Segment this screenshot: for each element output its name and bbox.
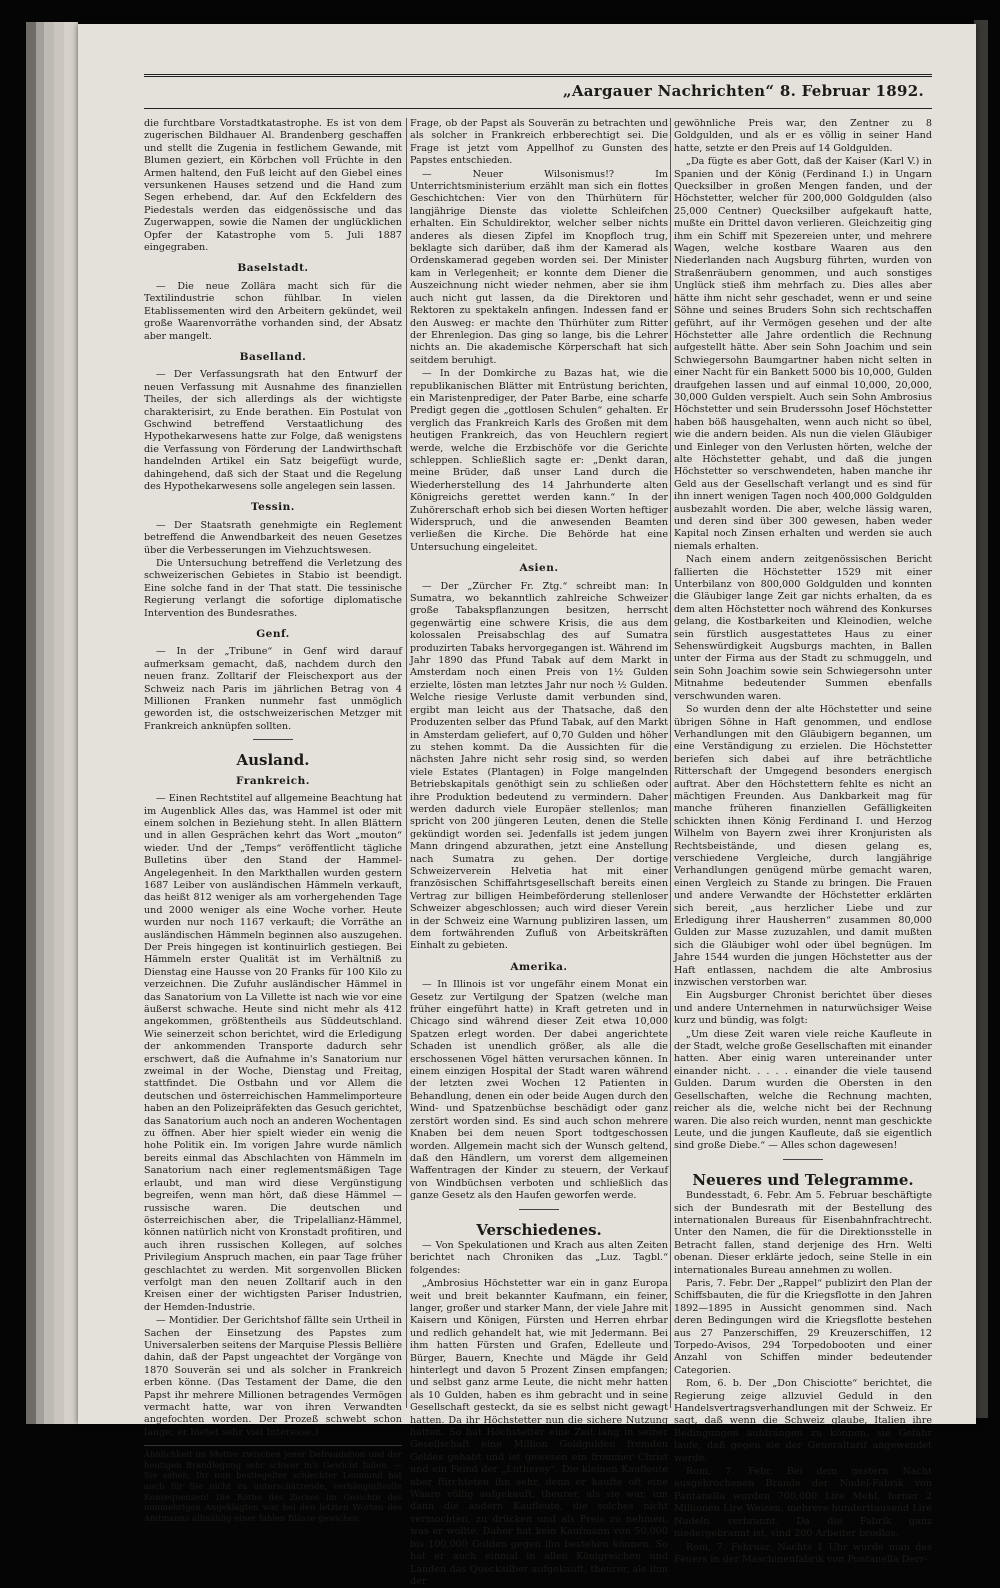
paragraph: Ein Augsburger Chronist berichtet über dieses und andere Unternehmen in naturwüchsiger Weise kurz und bündig, was folgt: [674, 990, 932, 1027]
paragraph: — Einen Rechtstitel auf allgemeine Beachtung hat im Augenblick Alles das, was Hammel ist oder mit einem solchen in Beziehung steht. In allen Blättern und in allen Gesprächen kehrt das Wort „mouton“ wieder. Und der „Temps“ veröffentlicht tägliche Bulletins über den Stand der Hammel-Angelegenheit. In den Markthallen wurden gestern 1687 Leiber von ausländischen Hämmeln verkauft, das heißt 812 weniger als am vorhergehenden Tage und 2000 weniger als eine Woche vorher. Heute wurden nur noch 1167 verkauft; die Vorräthe an ausländischen Hämmeln beginnen also auszugehen. Der Preis hingegen ist kontinuirlich gestiegen. Bei Hämmeln erster Qualität ist im Verhältniß zu Dienstag eine Hausse von 20 Franks für 100 Kilo zu verzeichnen. Die Zufuhr ausländischer Hämmel in das Sanatorium von La Villette ist nach wie vor eine äußerst schwache. Heute sind nicht mehr als 412 angekommen, größtentheils aus Süddeutschland. Wie seinerzeit schon berichtet, wird die Erledigung der ankommenden Transporte dadurch sehr erschwert, daß die Aufnahme in's Sanatorium nur zweimal in der Woche, Dienstag und Freitag, stattfindet. Die Ostbahn und vor Allem die deutschen und österreichischen Hammelimporteure haben an den Polizeipräfekten das Gesuch gerichtet, das Sanatorium auch noch an anderen Wochentagen zu öffnen. Aber hier spielt wieder ein wenig die hohe Politik ein. Im vorigen Jahre wurde nämlich bereits einmal das Abschlachten von Hämmeln im Sanatorium nach einer reglementsmäßigen Tage erlaubt, und man wird diese Vergünstigung begreifen, wenn man hört, daß diese Hämmel — russische waren. Die deutschen und österreichischen aber, die Tripelallianz-Hämmel, können natürlich nicht von Kronstadt profitiren, und auch ihren russischen Kollegen, auf solches Privilegium Anspruch machen, ein paar Tage früher geschlachtet zu werden. Mit sorgenvollen Blicken verfolgt man den neuen Zolltarif auch in den Kreisen einer der wichtigsten Pariser Industrien, der Hemden-Industrie. [144, 793, 402, 1313]
page-edge [36, 22, 44, 1424]
major-heading: Verschiedenes. [476, 1220, 602, 1239]
header-rule [144, 108, 932, 109]
page-content [144, 74, 932, 1587]
paragraph: Paris, 7. Febr. Der „Rappel“ publizirt den Plan der Schiffsbauten, die für die Kriegsflotte in den Jahren 1892—1895 in Aussicht genommen sind. Nach deren Bedingungen wird die Kriegsflotte bestehen aus 27 Panzerschiffen, 29 Kreuzerschiffen, 12 Torpedo-Avisos, 294 Torpedobooten und einer Anzahl von Schiffen minder bedeutender Categorien. [674, 1277, 932, 1376]
paragraph: Bundesstadt, 6. Febr. Am 5. Februar beschäftigte sich der Bundesrath mit der Bestellung des internationalen Bureaus für Eisenbahnfrachtrecht. Unter den Namen, die für die Direktionsstelle in Betracht fallen, stand derjenige des Hrn. Welti obenan. Dieser erklärte jedoch, seine Stelle in ein internationales Bureau annehmen zu wollen. [674, 1190, 932, 1276]
paragraph: „Um diese Zeit waren viele reiche Kaufleute in der Stadt, welche große Gesellschaften mit einander hatten. Aber einig waren untereinander unter einander nicht. . . . . einander die viele tausend Gulden. Darum wurden die Obersten in den Gesellschaften, welche die Rechnung machten, reicher als die, welche nicht bei der Rechnung waren. Die also reich wurden, nennt man geschickte Leute, und die jungen Kaufleute, daß sie eigentlich sind große Diebe.“ — Alles schon dagewesen! [674, 1028, 932, 1152]
column-divider [670, 118, 671, 1408]
section-heading: Baselland. [239, 350, 307, 363]
newspaper-page [78, 24, 976, 1587]
separator [253, 739, 293, 740]
page-edge [54, 22, 64, 1424]
paragraph: Nach einem andern zeitgenössischen Bericht fallierten die Höchstetter 1529 mit einer Unterbilanz von 800,000 Goldgulden und konnten die Gläubiger lange Zeit gar nichts erhalten, da es dem alten Höchstetter noch während des Konkurses gelang, die Kostbarkeiten und Kleinodien, welche sein fürstlich ausgestattetes Haus zu einer Sehenswürdigkeit Augsburgs machten, in Ballen unter der Firma aus der Stadt zu schmuggeln, und sein Sohn Joachim sowie sein Schwiegersohn unter Mitnahme bedeutender Summen ebenfalls verschwunden waren. [674, 554, 932, 702]
paragraph: „Ambrosius Höchstetter war ein in ganz Europa weit und breit bekannter Kaufmann, ein feiner, langer, großer und starker Mann, der viele Jahre mit Kaisern und Königen, Fürsten und Herren ehrbar und redlich gehandelt hat, wie mit Jedermann. Bei ihm hatten Fürsten und Grafen, Edelleute und Bürger, Bauern, Knechte und Mägde ihr Geld hinterlegt und davon 5 Prozent Zinsen empfangen; und selbst ganz arme Leute, die nicht mehr hatten als 10 Gulden, haben es ihm gebracht und in seine Gesellschaft gesteckt, da sie es selbst nicht gewagt hatten. Da ihr Höchstetter nun die sichere Nutzung hatten. So hat Höchstetter eine Zeit lang in seiner Gesellschaft eine Million Goldgulden fremden Geldes gehabt und ist gewesen ein frommer Christ und ein Feind der „Lutherey“. Die kleinen Kaufleute aber fürchteten ihn sehr, denn er kaufte oft eine Waare völlig aufgekauft, theurer, als sie war, um dann die andern Kaufleute, die solches nicht vermochten, zu drücken und als Preis zu nehmen, was er wollte. Daher hat kein Kaufmann von 50,000 bis 100,000 Gulden gegen ihn bestehen können. So hat er auch einmal in allen Königreichen und Landen das Quecksilber aufgekauft, theurer, als ihm der [410, 1278, 668, 1587]
separator [783, 1159, 823, 1160]
page-edge [44, 22, 54, 1424]
section-heading: Asien. [519, 562, 559, 575]
paragraph: „Da fügte es aber Gott, daß der Kaiser (Karl V.) in Spanien und der König (Ferdinand I.) in Ungarn Quecksilber in großen Mengen fanden, und der Höchstetter, welcher für 200,000 Goldgulden (also 25,000 Centner) Quecksilber aufgekauft hatte, mußte ein Drittel davon verlieren. Gleichzeitig ging ihm ein Schiff mit Spezereien unter, und mehrere Wagen, welche kostbare Waaren aus den Niederlanden nach Augsburg führten, wurden von Straßenräubern genommen, und auch sonstiges Unglück stieß ihm mehrfach zu. Dies alles aber hätte ihm nicht sehr geschadet, wenn er und seine Söhne und seines Bruders Sohn sich rechtschaffen geführt, auf ihr Vermögen gesehen und der alte Höchstetter alle Jahre ordentlich die Rechnung aufgestellt hätte. Aber sein Sohn Joachim und sein Schwiegersohn Baumgartner haben nicht selten in einer Nacht für ein Bankett 5000 bis 10,000, Gulden draufgehen lassen und auf einmal 10,000, 20,000, 30,000 Gulden verspielt. Auch sein Sohn Ambrosius Höchstetter und sein Bruderssohn Josef Höchstetter haben böß hausgehalten, wenn auch nicht so übel, wie die andern beiden. Als nun die vielen Gläubiger und Einleger von den Verlusten hörten, welche der alte Höchstetter gehabt, und daß die jungen Höchstetter so verschwendeten, haben manche ihr Geld aus der Gesellschaft verlangt und es sind für ihn innert wenigen Tagen noch 400,000 Goldgulden ausbezahlt worden. Die aber, welche lässig waren, und deren sind über 300 gewesen, haben weder Kapital noch Zinsen erhalten und werden sie auch niemals erhalten. [674, 156, 932, 552]
paragraph: Die Untersuchung betreffend die Verletzung des schweizerischen Gebietes in Stabio ist beendigt. Eine solche fand in der That statt. Die tessinische Regierung verlangt die sofortige diplomatische Intervention des Bundesrathes. [144, 558, 402, 619]
column-2 [410, 118, 668, 1587]
paragraph: die furchtbare Vorstadtkatastrophe. Es ist von dem zugerischen Bildhauer Al. Brandenberg geschaffen und stellt die Zugenia in festlichem Gewande, mit Blumen geziert, ein Körbchen voll Früchte in den Armen haltend, den Fuß leicht auf den Giebel eines versunkenen Hauses setzend und die Hand zum Segen erhebend, dar. Auf den Eckfeldern des Piedestals werden das eidgenössische und das Zugerwappen, sowie die Namen der unglücklichen Opfer der Katastrophe vom 5. Juli 1887 eingegraben. [144, 118, 402, 254]
section-heading: Genf. [256, 628, 290, 641]
header-rule [144, 74, 932, 77]
page-edge [26, 22, 36, 1424]
section-heading: Tessin. [251, 501, 295, 514]
paragraph: — In der „Tribune“ in Genf wird darauf aufmerksam gemacht, daß, nachdem durch den neuen franz. Zolltarif der Fleischexport aus der Schweiz nach Paris im jährlichen Betrag von 4 Millionen Franken nunmehr fast unmöglich geworden ist, die ostschweizerischen Metzger mit Frankreich anknüpfen sollten. [144, 646, 402, 732]
paragraph: — Von Spekulationen und Krach aus alten Zeiten berichtet nach Chroniken das „Luz. Tagbl.“ folgendes: [410, 1239, 668, 1276]
section-heading: Amerika. [510, 960, 568, 973]
paragraph: So wurden denn der alte Höchstetter und seine übrigen Söhne in Haft genommen, und endlose Verhandlungen mit den Gläubigern begannen, um eine Verständigung zu erzielen. Die Höchstetter beriefen sich dabei auf ihre beträchtliche Ritterschaft der Umgegend besonders energisch auftrat. Aber den Höchstettern fehlte es nicht an mächtigen Freunden. Aus Dankbarkeit mag für manche früheren finanziellen Gefälligkeiten schickten ihnen König Ferdinand I. und Herzog Wilhelm von Bayern zwei ihrer Kronjuristen als Rechtsbeistände, und diesen gelang es, verschiedene Vergleiche, durch langjährige Verhandlungen genügend mürbe gemacht waren, einen Vergleich zu Stande zu bringen. Die Frauen und andere Verwandte der Höchstetter erklärten sich bereit, „aus herzlicher Liebe und zur Erledigung ihrer Hausherren“ zusammen 80,000 Gulden zur Masse zuzuzahlen, und damit mußten sich die Gläubiger wohl oder übel begnügen. Im Jahre 1544 wurden die jungen Höchstetter aus der Haft entlassen, nachdem die alte Ambrosius inzwischen verstorben war. [674, 704, 932, 989]
column-3 [674, 118, 932, 1565]
paragraph: Rom, 7. Febr. Bei dem gestern Nacht ausgebrochenen Brande der Nudel-Fabrik von Pantanella wurden 700,000 Lire Mehl, ferner 2 Millionen Lire Weizen, mehrere hunderttausend Lire Nudeln verbrannt. Da die Fabrik ganz niedergebrannt ist, sind 200 Arbeiter brodlos. [674, 1466, 932, 1540]
major-heading: Neueres und Telegramme. [692, 1170, 914, 1189]
major-heading: Ausland. [236, 751, 310, 770]
paragraph: — Die neue Zollära macht sich für die Textilindustrie schon fühlbar. In vielen Etablissementen wird den Arbeitern gekündet, weil große Waarenvorräthe vorhanden sind, der Absatz aber mangelt. [144, 280, 402, 342]
paragraph: — Neuer Wilsonismus!? Im Unterrichtsministerium erzählt man sich ein flottes Geschichtchen: Vier von den Thürhütern für langjährige Dienste das violette Schleifchen erhalten. Ein Schuldirektor, welcher selber nichts anderes als diesen Zipfel im Knopfloch trug, beklagte sich darüber, daß ihm der Kamerad als Ordenskamerad gegeben worden sei. Der Minister kam in Verlegenheit; er konnte dem Diener die Auszeichnung nicht wieder nehmen, aber sie ihm auch nicht gut lassen, da die Direktoren und Rektoren zu spektakeln anfingen. Indessen fand er den Ausweg: er machte den Thürhüter zum Ritter der Ehrenlegion. Das ging so lange, bis die Lehrer nichts an. Die akademische Körperschaft hat sich seitdem beruhigt. [410, 168, 668, 366]
section-heading: Frankreich. [236, 774, 310, 787]
section-heading: Baselstadt. [237, 262, 309, 275]
paragraph: — In Illinois ist vor ungefähr einem Monat ein Gesetz zur Vertilgung der Spatzen (welche man früher eingeführt hatte) in Kraft getreten und in Chicago sind während dieser Zeit etwa 10,000 Spatzen erlegt worden. Der dabei angerichtete Schaden ist unendlich größer, als alle die erschossenen Vögel hätten verursachen können. In einem einzigen Hospital der Stadt waren während der letzten zwei Wochen 12 Patienten in Behandlung, denen ein oder beide Augen durch den Wind- und Spatzenbüchse beschädigt oder ganz zerstört worden sind. Es sind auch schon mehrere Knaben bei dem neuen Sport todtgeschossen worden. Allgemein macht sich der Wunsch geltend, daß den Händlern, um vorerst dem allgemeinen Waffentragen der Kinder zu steuern, der Verkauf von Windbüchsen verboten und schließlich das ganze Gesetz als den Haufen geworfen werde. [410, 979, 668, 1202]
separator [519, 1209, 559, 1210]
column-divider [406, 118, 407, 1408]
page-header: „Aargauer Nachrichten“ 8. Februar 1892. [562, 82, 924, 100]
paragraph: — Der „Zürcher Fr. Ztg.“ schreibt man: In Sumatra, wo bekanntlich zahlreiche Schweizer große Tabakspflanzungen besitzen, herrscht gegenwärtig eine schwere Krisis, die aus dem kolossalen Preisabschlag des auf Sumatra produzirten Tabaks hervorgegangen ist. Während im Jahr 1890 das Pfund Tabak auf dem Markt in Amsterdam noch einen Preis von 1½ Gulden erzielte, lösten man letztes Jahr nur noch ½ Gulden. Welche riesige Verluste damit verbunden sind, ergibt man leicht aus der Thatsache, daß den Produzenten selber das Pfund Tabak, auf den Markt in Amsterdam geliefert, auf 0,70 Gulden und höher zu stehen kommt. Da die Aussichten für die nächsten Jahre nicht sehr rosig sind, so werden viele Estates (Plantagen) in Folge mangelnden Betriebskapitals genöthigt sein zu schließen oder ihre Produktion bedeutend zu vermindern. Daher werden dadurch viele Europäer stellenlos; man spricht von 200 jüngeren Leuten, denen die Stelle gekündigt worden sei. Jedenfalls ist jedem jungen Mann dringend abzurathen, jetzt eine Anstellung nach Sumatra zu gehen. Der dortige Schweizerverein Helvetia hat mit einer französischen Schiffahrtsgesellschaft bereits einen Vertrag zur billigen Heimbeförderung stellenloser Schweizer abgeschlossen; auch wird dieser Verein in der Schweiz eine Warnung publiziren lassen, um dem fortwährenden Zufluß von Arbeitskräften Einhalt zu gebieten. [410, 580, 668, 952]
paragraph: gewöhnliche Preis war, den Zentner zu 8 Goldgulden, und als er es völlig in seiner Hand hatte, setzte er den Preis auf 14 Goldgulden. [674, 118, 932, 154]
paragraph: Rom, 7. Februar. Nachts 1 Uhr wurde man des Feuers in der Maschinenfabrik von Pontanella Derr- [674, 1541, 932, 1565]
paragraph: — Montidier. Der Gerichtshof fällte sein Urtheil in Sachen der Einsetzung des Papstes zum Universalerben seitens der Marquise Plessis Bellière dahin, daß der Papst ungeachtet der Vorgänge von 1870 Souverän sei und als solcher in Frankreich erben könne. (Das Testament der Dame, die den Papst ihr mehrere Millionen betragendes Vermögen vermacht hatte, war von ihren Verwandten angefochten worden. Der Prozeß schwebt schon lange; er bietet sehr viel Interesse.) [144, 1315, 402, 1438]
paragraph: Frage, ob der Papst als Souverän zu betrachten und als solcher in Frankreich erbberechtigt sei. Die Frage ist jetzt vom Appellhof zu Gunsten des Papstes entschieden. [410, 118, 668, 167]
paragraph: — In der Domkirche zu Bazas hat, wie die republikanischen Blätter mit Entrüstung berichten, ein Maristenprediger, der Pater Barbe, eine scharfe Predigt gegen die „gottlosen Schulen“ gehalten. Er verglich das Frankreich Karls des Großen mit dem heutigen Frankreich, das von Heuchlern regiert werde, welche die Erzbischöfe vor die Gerichte schleppen. Schließlich sagte er: „Denkt daran, meine Brüder, daß unser Land durch die Wiederherstellung des 14 Jahrhunderte alten Königreichs gerettet werden kann.“ In der Zuhörerschaft erhob sich bei diesen Worten heftiger Widerspruch, und die anwesenden Beamten verließen die Kirche. Die Behörde hat eine Untersuchung eingeleitet. [410, 368, 668, 553]
feuilleton-footnote: Ähnlichkeit im Motive zwischen jener Defraudation und der heutigen Brandlegung sehr schwer in's Gewicht fallen. — Sie sehen, Ihr nun bestiegelter schlechter Leumund hat auch für Sie nicht zu unterschätzende, verhängnißvolle Konsequenzen! Die Röthe des Zornes im Gesichte des nunmehrigen Angeklagten war bei den letzten Worten des Amtmanns allmählig einer fahlen Blässe gewichen. [144, 1445, 402, 1523]
paragraph: Rom, 6. b. Der „Don Chisciotte“ berichtet, die Regierung zeige allzuviel Geduld in den Handelsvertragsverhandlungen mit der Schweiz. Er sagt, daß wenn die Schweiz glaube, Italien ihre Bedingungen aufdrängen zu können, sie Gefahr laufe, daß gegen sie der Generaltarif angewendet werde. [674, 1378, 932, 1464]
binding-edge [974, 20, 988, 1418]
page-edge [64, 22, 78, 1424]
paragraph: — Der Verfassungsrath hat den Entwurf der neuen Verfassung mit Ausnahme des finanziellen Theiles, der sich allerdings als der wichtigste charakterisirt, zu Ende berathen. Ein Postulat von Gschwind betreffend Verstaatlichung des Hypothekarwesens hatte zur Folge, daß wenigstens die Verfassung von Förderung der Landwirthschaft handelnden Artikel ein Satz beigefügt wurde, dahingehend, daß sich der Staat und die Regelung des Hypothekarwesens solle angelegen sein lassen. [144, 369, 402, 492]
paragraph: — Der Staatsrath genehmigte ein Reglement betreffend die Anwendbarkeit des neuen Gesetzes über die Verbesserungen im Viehzuchtswesen. [144, 519, 402, 556]
column-1 [144, 118, 402, 1523]
